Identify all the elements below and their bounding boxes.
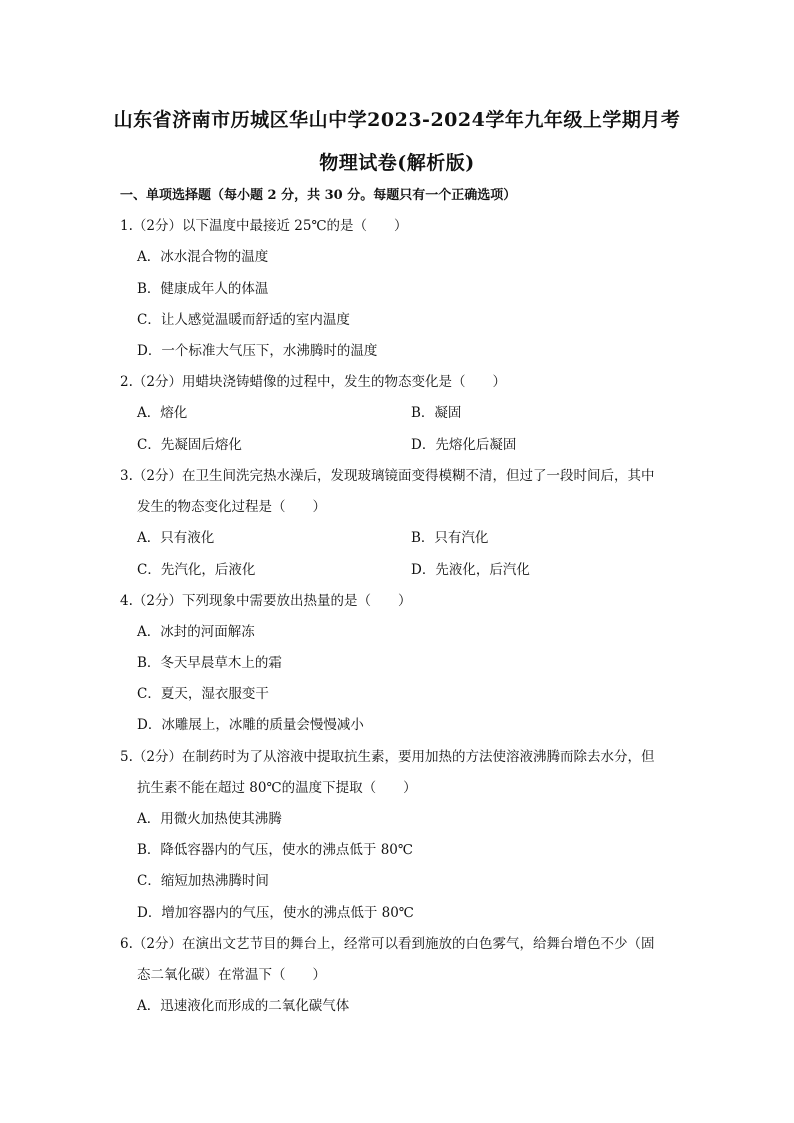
question-2-option-d: D．先熔化后凝固 xyxy=(411,437,517,453)
question-2-option-b: B．凝固 xyxy=(411,405,462,421)
question-1-option-a: A．冰水混合物的温度 xyxy=(137,249,269,265)
question-5-stem: 5.（2分）在制药时为了从溶液中提取抗生素，要用加热的方法使溶液沸腾而除去水分，但 xyxy=(120,749,655,765)
question-5-option-c: C．缩短加热沸腾时间 xyxy=(137,873,269,889)
question-4-option-c: C．夏天，湿衣服变干 xyxy=(137,686,269,702)
exam-title-line2: 物理试卷(解析版) xyxy=(319,152,475,174)
question-3-option-c: C．先汽化，后液化 xyxy=(137,562,256,578)
question-1-option-b: B．健康成年人的体温 xyxy=(137,281,269,297)
section-heading: 一、单项选择题（每小题 2 分，共 30 分。每题只有一个正确选项） xyxy=(120,188,517,203)
question-5-option-b: B．降低容器内的气压，使水的沸点低于 80℃ xyxy=(137,842,413,858)
question-5-option-d: D．增加容器内的气压，使水的沸点低于 80℃ xyxy=(137,905,414,921)
question-3-stem-cont: 发生的物态变化过程是（ ） xyxy=(137,499,326,515)
question-5-option-a: A．用微火加热使其沸腾 xyxy=(137,811,282,827)
question-3-stem: 3.（2分）在卫生间洗完热水澡后，发现玻璃镜面变得模糊不清，但过了一段时间后，其中 xyxy=(120,468,655,484)
question-1-option-d: D．一个标准大气压下，水沸腾时的温度 xyxy=(137,343,378,359)
question-6-option-a: A．迅速液化而形成的二氧化碳气体 xyxy=(137,998,350,1014)
exam-title-line1: 山东省济南市历城区华山中学2023-2024学年九年级上学期月考 xyxy=(113,109,681,131)
question-2-option-c: C．先凝固后熔化 xyxy=(137,437,242,453)
question-4-option-b: B．冬天早晨草木上的霜 xyxy=(137,655,282,671)
question-4-stem: 4.（2分）下列现象中需要放出热量的是（ ） xyxy=(120,593,412,609)
question-1-stem: 1.（2分）以下温度中最接近 25℃的是（ ） xyxy=(120,218,408,234)
question-3-option-b: B．只有汽化 xyxy=(411,530,489,546)
question-4-option-d: D．冰雕展上，冰雕的质量会慢慢减小 xyxy=(137,717,364,733)
question-2-option-a: A．熔化 xyxy=(137,405,188,421)
question-5-stem-cont: 抗生素不能在超过 80℃的温度下提取（ ） xyxy=(137,780,417,796)
question-6-stem-cont: 态二氧化碳）在常温下（ ） xyxy=(137,967,326,983)
question-6-stem: 6.（2分）在演出文艺节目的舞台上，经常可以看到施放的白色雾气，给舞台增色不少（固 xyxy=(120,936,655,952)
question-2-stem: 2.（2分）用蜡块浇铸蜡像的过程中，发生的物态变化是（ ） xyxy=(120,374,506,390)
question-3-option-d: D．先液化，后汽化 xyxy=(411,562,530,578)
question-1-option-c: C．让人感觉温暖而舒适的室内温度 xyxy=(137,312,350,328)
question-3-option-a: A．只有液化 xyxy=(137,530,215,546)
question-4-option-a: A．冰封的河面解冻 xyxy=(137,624,255,640)
